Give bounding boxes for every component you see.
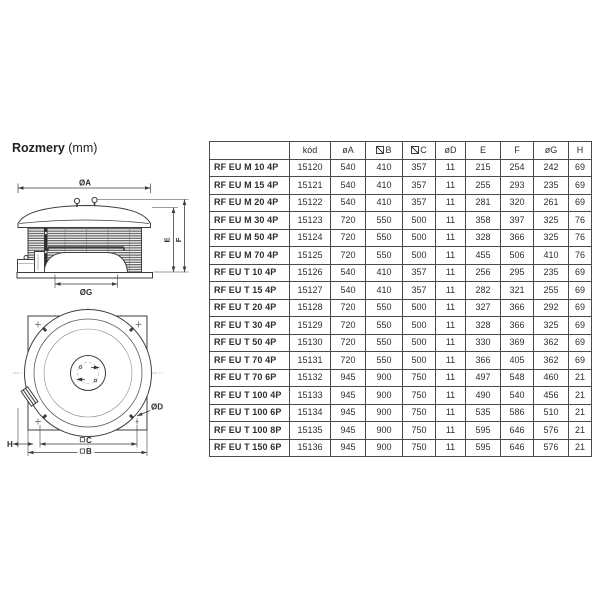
value-cell: 540 (331, 177, 366, 195)
model-cell: RF EU M 15 4P (210, 177, 290, 195)
value-cell: 69 (569, 264, 592, 282)
value-cell: 328 (466, 317, 501, 335)
model-cell: RF EU T 100 4P (210, 387, 290, 405)
value-cell: 410 (534, 247, 569, 265)
table-row (210, 159, 592, 177)
value-cell: 15128 (290, 299, 331, 317)
model-cell: RF EU T 70 4P (210, 352, 290, 370)
model-cell: RF EU M 20 4P (210, 194, 290, 212)
value-cell: 11 (436, 212, 466, 230)
value-cell: 410 (366, 282, 403, 300)
table-row (210, 369, 592, 387)
value-cell: 11 (436, 439, 466, 457)
value-cell: 15129 (290, 317, 331, 335)
value-cell: 362 (534, 352, 569, 370)
model-cell: RF EU T 70 6P (210, 369, 290, 387)
value-cell: 69 (569, 299, 592, 317)
value-cell: 576 (534, 439, 569, 457)
value-cell: 15121 (290, 177, 331, 195)
value-cell: 500 (403, 229, 436, 247)
value-cell: 357 (403, 177, 436, 195)
table-row (210, 282, 592, 300)
model-cell: RF EU T 20 4P (210, 299, 290, 317)
value-cell: 366 (501, 299, 534, 317)
value-cell: 11 (436, 299, 466, 317)
value-cell: 69 (569, 194, 592, 212)
value-cell: 357 (403, 159, 436, 177)
dim-label-f: F (174, 237, 183, 243)
value-cell: 900 (366, 369, 403, 387)
value-cell: 15131 (290, 352, 331, 370)
model-cell: RF EU M 70 4P (210, 247, 290, 265)
value-cell: 369 (501, 334, 534, 352)
value-cell: 550 (366, 247, 403, 265)
model-cell: RF EU T 10 4P (210, 264, 290, 282)
value-cell: 21 (569, 387, 592, 405)
table-row (210, 422, 592, 440)
column-header: E (466, 142, 501, 160)
value-cell: 550 (366, 212, 403, 230)
value-cell: 900 (366, 387, 403, 405)
value-cell: 550 (366, 229, 403, 247)
value-cell: 11 (436, 317, 466, 335)
value-cell: 945 (331, 404, 366, 422)
value-cell: 397 (501, 212, 534, 230)
value-cell: 357 (403, 282, 436, 300)
top-view-drawing (6, 302, 206, 460)
value-cell: 576 (534, 422, 569, 440)
value-cell: 325 (534, 317, 569, 335)
value-cell: 76 (569, 212, 592, 230)
value-cell: 358 (466, 212, 501, 230)
column-header: kód (290, 142, 331, 160)
value-cell: 255 (534, 282, 569, 300)
table-row (210, 404, 592, 422)
value-cell: 490 (466, 387, 501, 405)
value-cell: 366 (466, 352, 501, 370)
dim-label-dia-d: ØD (151, 402, 163, 412)
value-cell: 69 (569, 177, 592, 195)
value-cell: 500 (403, 352, 436, 370)
model-cell: RF EU M 50 4P (210, 229, 290, 247)
value-cell: 720 (331, 247, 366, 265)
value-cell: 15135 (290, 422, 331, 440)
value-cell: 327 (466, 299, 501, 317)
page-title-text: Rozmery (12, 141, 65, 155)
table-row (210, 212, 592, 230)
value-cell: 15133 (290, 387, 331, 405)
value-cell: 325 (534, 229, 569, 247)
value-cell: 550 (366, 299, 403, 317)
value-cell: 540 (501, 387, 534, 405)
value-cell: 646 (501, 439, 534, 457)
value-cell: 330 (466, 334, 501, 352)
value-cell: 15127 (290, 282, 331, 300)
value-cell: 281 (466, 194, 501, 212)
value-cell: 15134 (290, 404, 331, 422)
value-cell: 550 (366, 334, 403, 352)
value-cell: 900 (366, 439, 403, 457)
value-cell: 292 (534, 299, 569, 317)
value-cell: 11 (436, 334, 466, 352)
value-cell: 321 (501, 282, 534, 300)
value-cell: 510 (534, 404, 569, 422)
value-cell: 69 (569, 334, 592, 352)
table-row (210, 439, 592, 457)
value-cell: 500 (403, 212, 436, 230)
value-cell: 366 (501, 229, 534, 247)
value-cell: 21 (569, 404, 592, 422)
value-cell: 15136 (290, 439, 331, 457)
column-header: øD (436, 142, 466, 160)
model-cell: RF EU T 15 4P (210, 282, 290, 300)
value-cell: 500 (403, 299, 436, 317)
model-cell: RF EU T 30 4P (210, 317, 290, 335)
value-cell: 945 (331, 439, 366, 457)
value-cell: 550 (366, 317, 403, 335)
value-cell: 357 (403, 194, 436, 212)
value-cell: 11 (436, 177, 466, 195)
model-cell: RF EU T 50 4P (210, 334, 290, 352)
value-cell: 215 (466, 159, 501, 177)
value-cell: 15120 (290, 159, 331, 177)
value-cell: 242 (534, 159, 569, 177)
value-cell: 293 (501, 177, 534, 195)
value-cell: 11 (436, 404, 466, 422)
header-row (210, 142, 592, 160)
value-cell: 410 (366, 159, 403, 177)
value-cell: 11 (436, 194, 466, 212)
value-cell: 76 (569, 247, 592, 265)
value-cell: 11 (436, 264, 466, 282)
value-cell: 750 (403, 387, 436, 405)
value-cell: 595 (466, 439, 501, 457)
value-cell: 15126 (290, 264, 331, 282)
square-diagonal-icon (411, 146, 419, 154)
value-cell: 750 (403, 369, 436, 387)
value-cell: 500 (403, 247, 436, 265)
model-cell: RF EU M 30 4P (210, 212, 290, 230)
value-cell: 69 (569, 159, 592, 177)
value-cell: 21 (569, 422, 592, 440)
value-cell: 15132 (290, 369, 331, 387)
value-cell: 540 (331, 159, 366, 177)
value-cell: 11 (436, 352, 466, 370)
value-cell: 325 (534, 212, 569, 230)
value-cell: 497 (466, 369, 501, 387)
value-cell: 945 (331, 369, 366, 387)
value-cell: 595 (466, 422, 501, 440)
table-row (210, 317, 592, 335)
value-cell: 500 (403, 334, 436, 352)
value-cell: 720 (331, 212, 366, 230)
value-cell: 235 (534, 264, 569, 282)
value-cell: 455 (466, 247, 501, 265)
value-cell: 540 (331, 282, 366, 300)
dim-label-e: E (162, 237, 172, 243)
value-cell: 586 (501, 404, 534, 422)
value-cell: 750 (403, 439, 436, 457)
square-diagonal-icon (376, 146, 384, 154)
value-cell: 548 (501, 369, 534, 387)
square-icon (80, 438, 84, 442)
dim-label-dia-a: ØA (79, 178, 91, 188)
table-row (210, 264, 592, 282)
table-row (210, 299, 592, 317)
value-cell: 646 (501, 422, 534, 440)
table-row (210, 177, 592, 195)
value-cell: 500 (403, 317, 436, 335)
value-cell: 255 (466, 177, 501, 195)
value-cell: 328 (466, 229, 501, 247)
value-cell: 69 (569, 352, 592, 370)
value-cell: 76 (569, 229, 592, 247)
value-cell: 900 (366, 404, 403, 422)
value-cell: 320 (501, 194, 534, 212)
column-header: øA (331, 142, 366, 160)
value-cell: 900 (366, 422, 403, 440)
value-cell: 282 (466, 282, 501, 300)
value-cell: 11 (436, 229, 466, 247)
value-cell: 720 (331, 317, 366, 335)
table-header (210, 142, 592, 160)
value-cell: 540 (331, 264, 366, 282)
value-cell: 21 (569, 369, 592, 387)
value-cell: 11 (436, 422, 466, 440)
value-cell: 11 (436, 247, 466, 265)
value-cell: 720 (331, 352, 366, 370)
column-header: F (501, 142, 534, 160)
column-header: B (366, 142, 403, 160)
value-cell: 357 (403, 264, 436, 282)
value-cell: 21 (569, 439, 592, 457)
value-cell: 535 (466, 404, 501, 422)
value-cell: 405 (501, 352, 534, 370)
value-cell: 15130 (290, 334, 331, 352)
value-cell: 720 (331, 334, 366, 352)
value-cell: 410 (366, 264, 403, 282)
value-cell: 235 (534, 177, 569, 195)
value-cell: 456 (534, 387, 569, 405)
value-cell: 15123 (290, 212, 331, 230)
page-title-unit: (mm) (64, 141, 98, 155)
value-cell: 945 (331, 422, 366, 440)
value-cell: 362 (534, 334, 569, 352)
column-header: øG (534, 142, 569, 160)
side-view-drawing (6, 176, 202, 298)
value-cell: 11 (436, 387, 466, 405)
model-cell: RF EU T 100 8P (210, 422, 290, 440)
value-cell: 366 (501, 317, 534, 335)
value-cell: 256 (466, 264, 501, 282)
dimensions-table (209, 141, 592, 457)
value-cell: 15124 (290, 229, 331, 247)
value-cell: 11 (436, 369, 466, 387)
value-cell: 506 (501, 247, 534, 265)
model-cell: RF EU M 10 4P (210, 159, 290, 177)
model-cell: RF EU T 150 6P (210, 439, 290, 457)
dim-label-dia-g: ØG (79, 288, 93, 297)
table-row (210, 334, 592, 352)
dim-label-h: H (7, 440, 13, 449)
table-row (210, 247, 592, 265)
value-cell: 11 (436, 159, 466, 177)
value-cell: 750 (403, 404, 436, 422)
model-cell: RF EU T 100 6P (210, 404, 290, 422)
value-cell: 410 (366, 194, 403, 212)
value-cell: 460 (534, 369, 569, 387)
value-cell: 254 (501, 159, 534, 177)
table-row (210, 352, 592, 370)
value-cell: 15125 (290, 247, 331, 265)
value-cell: 550 (366, 352, 403, 370)
value-cell: 945 (331, 387, 366, 405)
column-header (210, 142, 290, 160)
value-cell: 69 (569, 317, 592, 335)
value-cell: 750 (403, 422, 436, 440)
value-cell: 295 (501, 264, 534, 282)
page-title (12, 141, 97, 155)
column-header: H (569, 142, 592, 160)
value-cell: 69 (569, 282, 592, 300)
table-row (210, 194, 592, 212)
value-cell: 261 (534, 194, 569, 212)
dim-label-b: B (86, 447, 92, 457)
value-cell: 410 (366, 177, 403, 195)
value-cell: 11 (436, 282, 466, 300)
value-cell: 720 (331, 229, 366, 247)
dim-label-c: C (86, 435, 92, 445)
table-row (210, 387, 592, 405)
value-cell: 15122 (290, 194, 331, 212)
table-body (210, 159, 592, 457)
table-row (210, 229, 592, 247)
value-cell: 720 (331, 299, 366, 317)
value-cell: 540 (331, 194, 366, 212)
column-header: C (403, 142, 436, 160)
